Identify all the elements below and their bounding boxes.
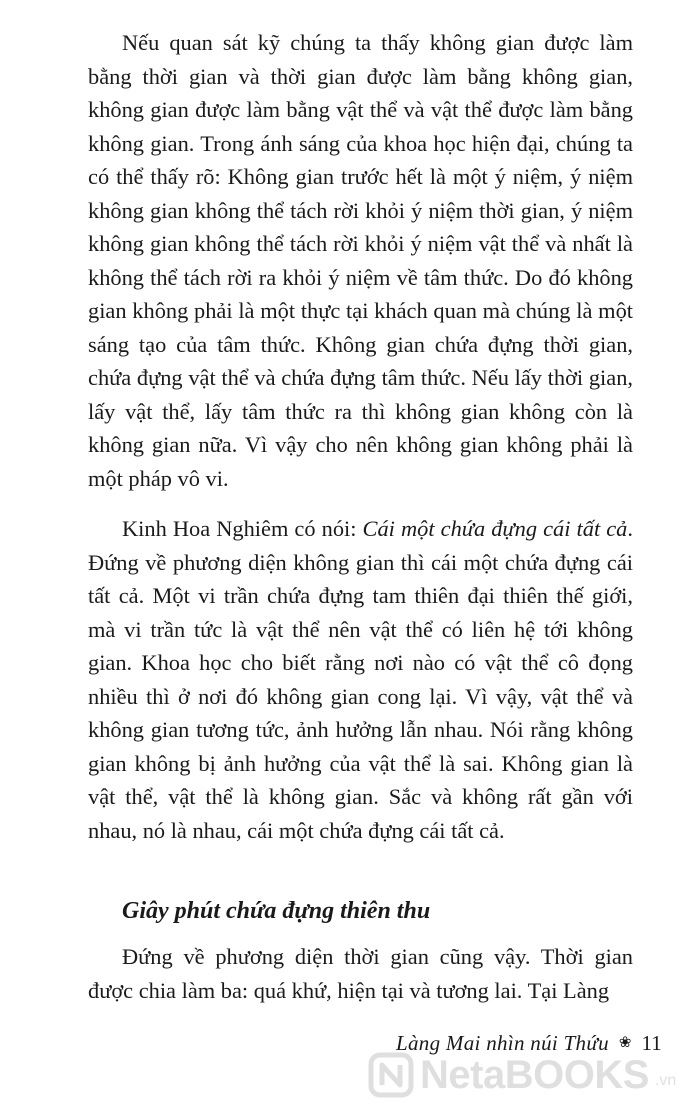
flower-ornament-icon: ❀: [618, 1034, 632, 1051]
paragraph-2-intro: Kinh Hoa Nghiêm có nói:: [122, 516, 363, 541]
watermark-text: NetaBOOKS: [420, 1052, 649, 1097]
publisher-watermark: [368, 1052, 676, 1098]
running-footer-title: Làng Mai nhìn núi Thứu: [396, 1030, 609, 1055]
paragraph-2: [88, 512, 633, 847]
netabooks-logo-icon: [368, 1052, 414, 1098]
section-heading: Giây phút chứa đựng thiên thu: [122, 898, 431, 924]
paragraph-1: Nếu quan sát kỹ chúng ta thấy không gian được làm bằng thời gian và thời gian được làm bằng không gian, không gian được làm bằng vật thể và vật thể được làm bằng không gian. Trong ánh sáng của khoa học hiện đại, chúng ta có thể thấy rõ: Không gian trước hết là một ý niệm, ý niệm không gian không thể tách rời khỏi ý niệm thời gian, ý niệm không gian không thể tách rời khỏi ý niệm vật thể và nhất là không thể tách rời ra khỏi ý niệm về tâm thức. Do đó không gian không phải là một thực tại khách quan mà chúng là một sáng tạo của tâm thức. Không gian chứa đựng thời gian, chứa đựng vật thể và chứa đựng tâm thức. Nếu lấy thời gian, lấy vật thể, lấy tâm thức ra thì không gian không còn là không gian nữa. Vì vậy cho nên không gian không phải là một pháp vô vi.: [88, 30, 633, 491]
watermark-suffix: .vn: [654, 1072, 677, 1089]
paragraph-3: Đứng về phương diện thời gian cũng vậy. Thời gian được chia làm ba: quá khứ, hiện tại và tương lai. Tại Làng: [88, 944, 633, 1003]
page-number: 11: [641, 1030, 662, 1055]
paragraph-2-rest: . Đứng về phương diện không gian thì cái một chứa đựng cái tất cả. Một vi trần chứa đựng tam thiên đại thiên thế giới, mà vi trần tức là vật thể nên vật thể có liên hệ tới không gian. Khoa học cho biết rằng nơi nào có vật thể cô đọng nhiều thì ở nơi đó không gian cong lại. Vì vậy, vật thể và không gian tương tức, ảnh hưởng lẫn nhau. Nói rằng không gian không bị ảnh hưởng của vật thể là sai. Không gian là vật thể, vật thể là không gian. Sắc và không rất gần với nhau, nó là nhau, cái một chứa đựng cái tất cả.: [88, 516, 633, 843]
paragraph-2-quote: Cái một chứa đựng cái tất cả: [362, 516, 628, 541]
